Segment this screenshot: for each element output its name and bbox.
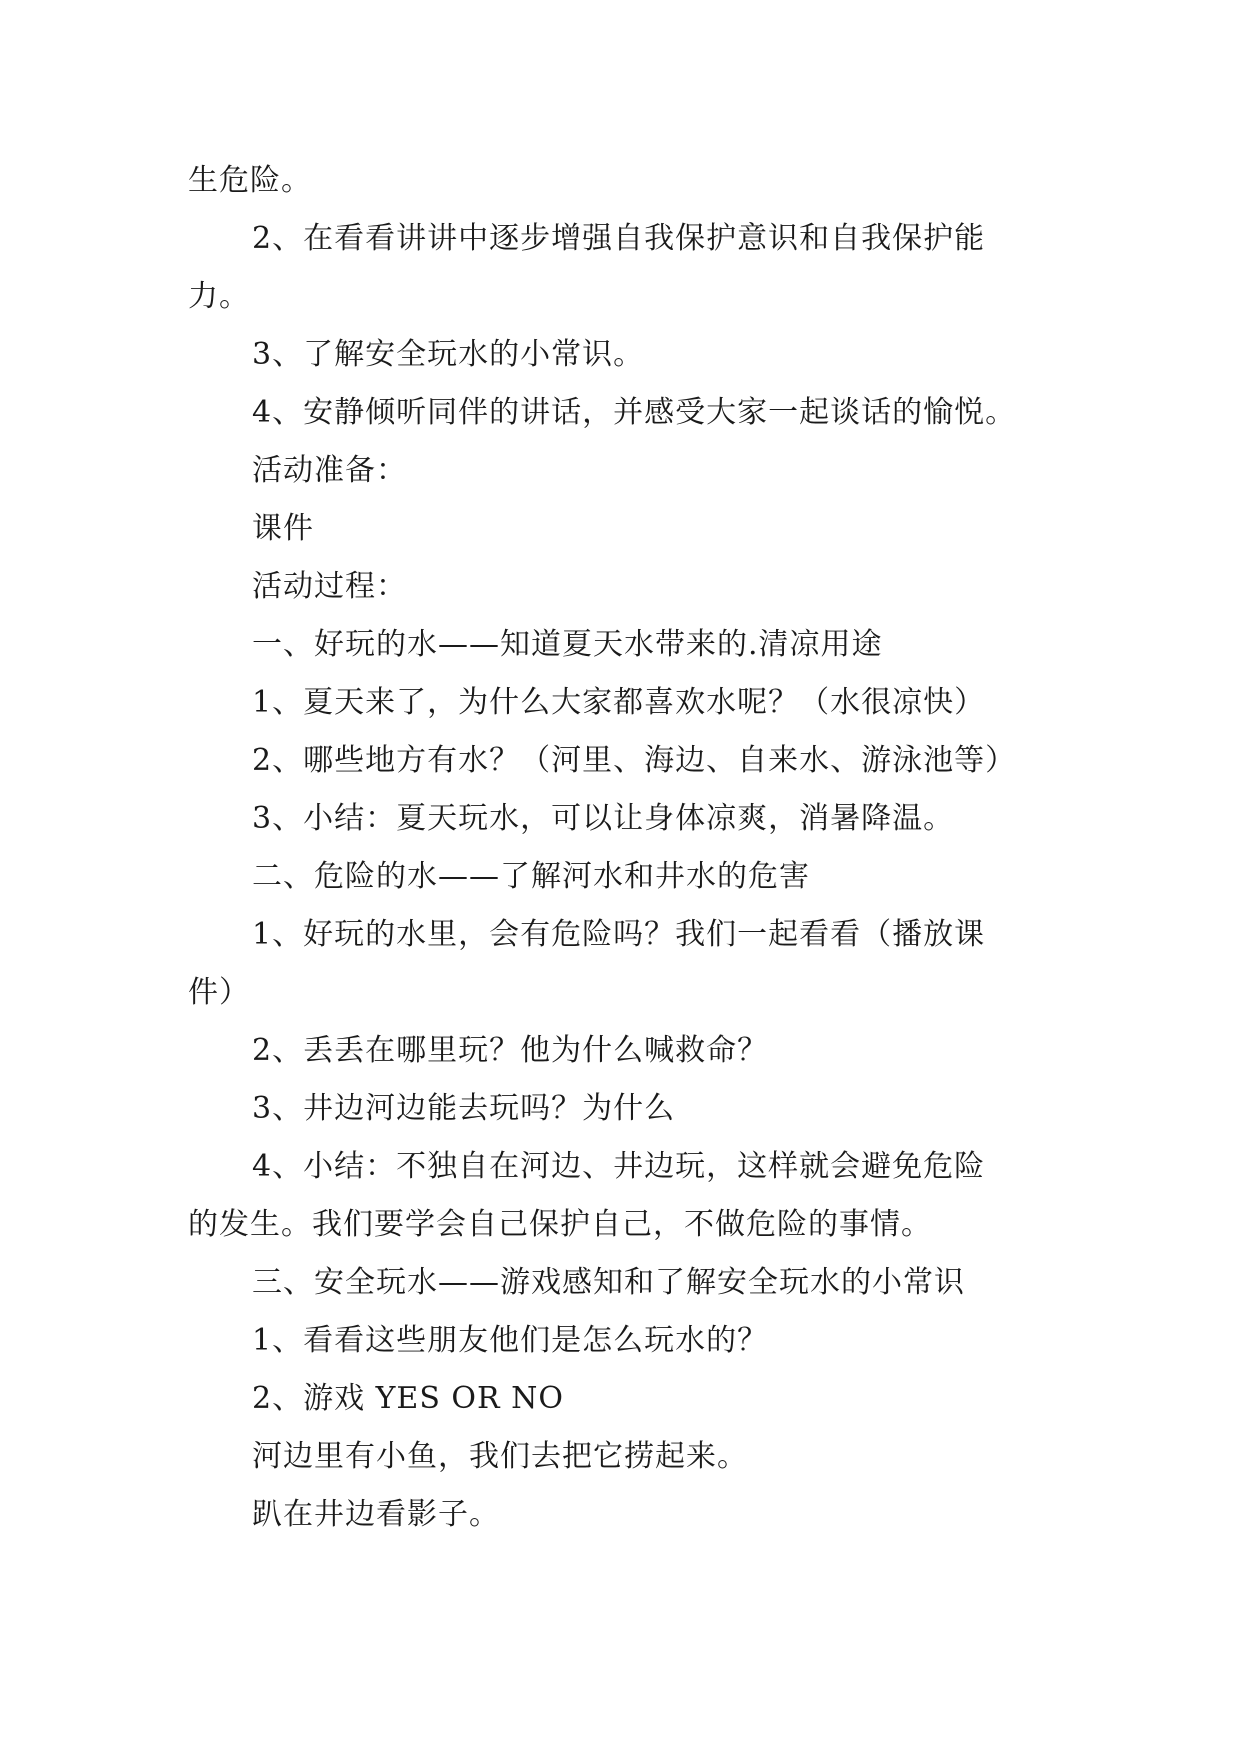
text-line: 2、在看看讲讲中逐步增强自我保护意识和自我保护能	[252, 221, 986, 256]
text-line: 4、安静倾听同伴的讲话，并感受大家一起谈话的愉悦。	[252, 395, 1017, 430]
text-line: 2、丢丢在哪里玩？他为什么喊救命？	[252, 1033, 769, 1068]
section-heading: 活动准备：	[252, 453, 407, 488]
text-line: 3、井边河边能去玩吗？为什么	[252, 1091, 676, 1126]
text-line: 河边里有小鱼，我们去把它捞起来。	[252, 1439, 748, 1474]
text-line: 生危险。	[188, 163, 312, 198]
text-line: 3、小结：夏天玩水，可以让身体凉爽，消暑降温。	[252, 801, 955, 836]
section-heading: 一、好玩的水——知道夏天水带来的.清凉用途	[252, 627, 883, 662]
section-heading: 三、安全玩水——游戏感知和了解安全玩水的小常识	[252, 1265, 965, 1300]
section-heading: 二、危险的水——了解河水和井水的危害	[252, 859, 810, 894]
text-line: 的发生。我们要学会自己保护自己，不做危险的事情。	[188, 1207, 932, 1242]
text-line: 4、小结：不独自在河边、井边玩，这样就会避免危险	[252, 1149, 986, 1184]
text-line: 1、夏天来了，为什么大家都喜欢水呢？（水很凉快）	[252, 685, 986, 720]
text-line: 1、看看这些朋友他们是怎么玩水的？	[252, 1323, 769, 1358]
section-heading: 活动过程：	[252, 569, 407, 604]
text-line: 件）	[188, 975, 250, 1010]
text-line: 1、好玩的水里，会有危险吗？我们一起看看（播放课	[252, 917, 986, 952]
document-page	[188, 152, 1068, 1544]
text-line: 趴在井边看影子。	[252, 1497, 500, 1532]
text-line: 2、游戏 YES OR NO	[252, 1381, 564, 1416]
text-line: 课件	[252, 511, 314, 546]
text-line: 2、哪些地方有水？（河里、海边、自来水、游泳池等）	[252, 743, 1017, 778]
text-line: 力。	[188, 279, 250, 314]
text-line: 3、了解安全玩水的小常识。	[252, 337, 645, 372]
